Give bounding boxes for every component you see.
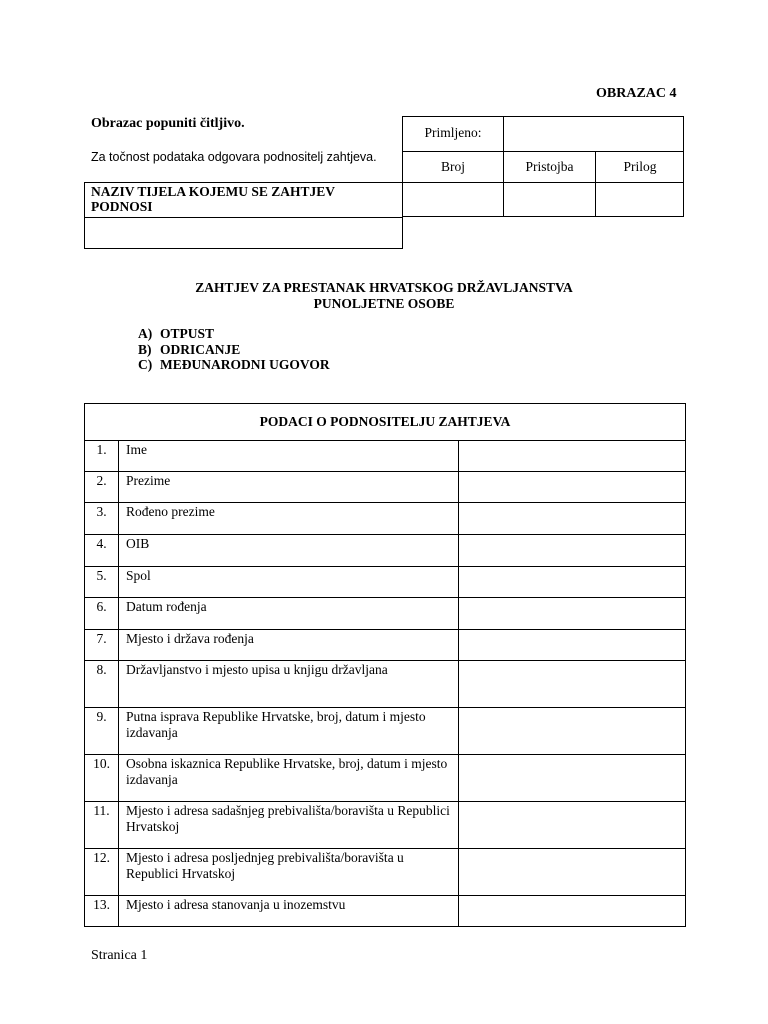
row-value-field[interactable] [459,849,685,895]
form-title-line-2: PUNOLJETNE OSOBE [313,296,455,311]
accuracy-note: Za točnost podataka odgovara podnositelj zahtjeva. [91,150,377,164]
received-values-row [403,183,683,216]
row-number: 6. [85,598,119,629]
row-number: 11. [85,802,119,848]
applicant-table-heading: PODACI O PODNOSITELJU ZAHTJEVA [85,404,685,441]
fee-column-label: Pristojba [525,159,574,174]
row-value-field[interactable] [459,708,685,754]
form-title-line-1: ZAHTJEV ZA PRESTANAK HRVATSKOG DRŽAVLJANSTVA [195,280,573,295]
table-row [85,503,685,535]
table-row [85,896,685,926]
row-label: Putna isprava Republike Hrvatske, broj, datum i mjesto izdavanja [119,708,459,754]
table-row [85,567,685,598]
row-value-field[interactable] [459,661,685,707]
row-label: Mjesto i adresa sadašnjeg prebivališta/boravišta u Republici Hrvatskoj [119,802,459,848]
row-label: OIB [119,535,459,566]
table-row [85,849,685,896]
option-a[interactable]: A) OTPUST [138,326,215,341]
row-number: 3. [85,503,119,534]
request-type-options [138,326,330,373]
row-value-field[interactable] [459,802,685,848]
authority-field[interactable] [85,218,402,248]
row-label: Mjesto i država rođenja [119,630,459,660]
table-row [85,755,685,802]
row-value-field[interactable] [459,755,685,801]
row-number: 9. [85,708,119,754]
fill-legibly-instruction: Obrazac popuniti čitljivo. [91,116,245,131]
number-field[interactable] [403,183,503,216]
row-value-field[interactable] [459,598,685,629]
table-row [85,598,685,630]
row-number: 7. [85,630,119,660]
table-row [85,661,685,708]
table-row [85,472,685,503]
received-row [403,117,683,152]
authority-box [84,182,403,249]
attachment-column-label: Prilog [623,159,657,174]
row-label: Datum rođenja [119,598,459,629]
table-row [85,802,685,849]
table-row [85,630,685,661]
row-number: 12. [85,849,119,895]
row-label: Državljanstvo i mjesto upisa u knjigu državljana [119,661,459,707]
fee-field[interactable] [504,183,595,216]
number-column-label: Broj [440,159,465,174]
table-row [85,441,685,472]
row-value-field[interactable] [459,567,685,597]
row-number: 13. [85,896,119,926]
row-label: Spol [119,567,459,597]
authority-label: NAZIV TIJELA KOJEMU SE ZAHTJEV PODNOSI [85,183,402,218]
row-number: 8. [85,661,119,707]
row-number: 4. [85,535,119,566]
row-label: Ime [119,441,459,471]
row-label: Mjesto i adresa stanovanja u inozemstvu [119,896,459,926]
row-number: 10. [85,755,119,801]
row-value-field[interactable] [459,503,685,534]
received-columns-row [403,152,683,183]
row-number: 1. [85,441,119,471]
row-label: Prezime [119,472,459,502]
received-field[interactable] [504,117,683,151]
received-label: Primljeno: [424,125,482,140]
option-b[interactable]: B) ODRICANJE [138,341,241,357]
row-value-field[interactable] [459,472,685,502]
table-row [85,535,685,567]
row-label: Osobna iskaznica Republike Hrvatske, broj, datum i mjesto izdavanja [119,755,459,801]
row-number: 2. [85,472,119,502]
row-label: Rođeno prezime [119,503,459,534]
row-value-field[interactable] [459,630,685,660]
row-number: 5. [85,567,119,597]
row-value-field[interactable] [459,535,685,566]
row-value-field[interactable] [459,441,685,471]
received-box [402,116,684,217]
row-value-field[interactable] [459,896,685,926]
row-label: Mjesto i adresa posljednjeg prebivališta/boravišta u Republici Hrvatskoj [119,849,459,895]
table-row [85,708,685,755]
option-c[interactable]: C) MEĐUNARODNI UGOVOR [138,357,330,372]
applicant-data-table [84,403,686,927]
form-code: OBRAZAC 4 [596,86,677,101]
attachment-field[interactable] [596,183,683,216]
page-number: Stranica 1 [91,948,148,963]
